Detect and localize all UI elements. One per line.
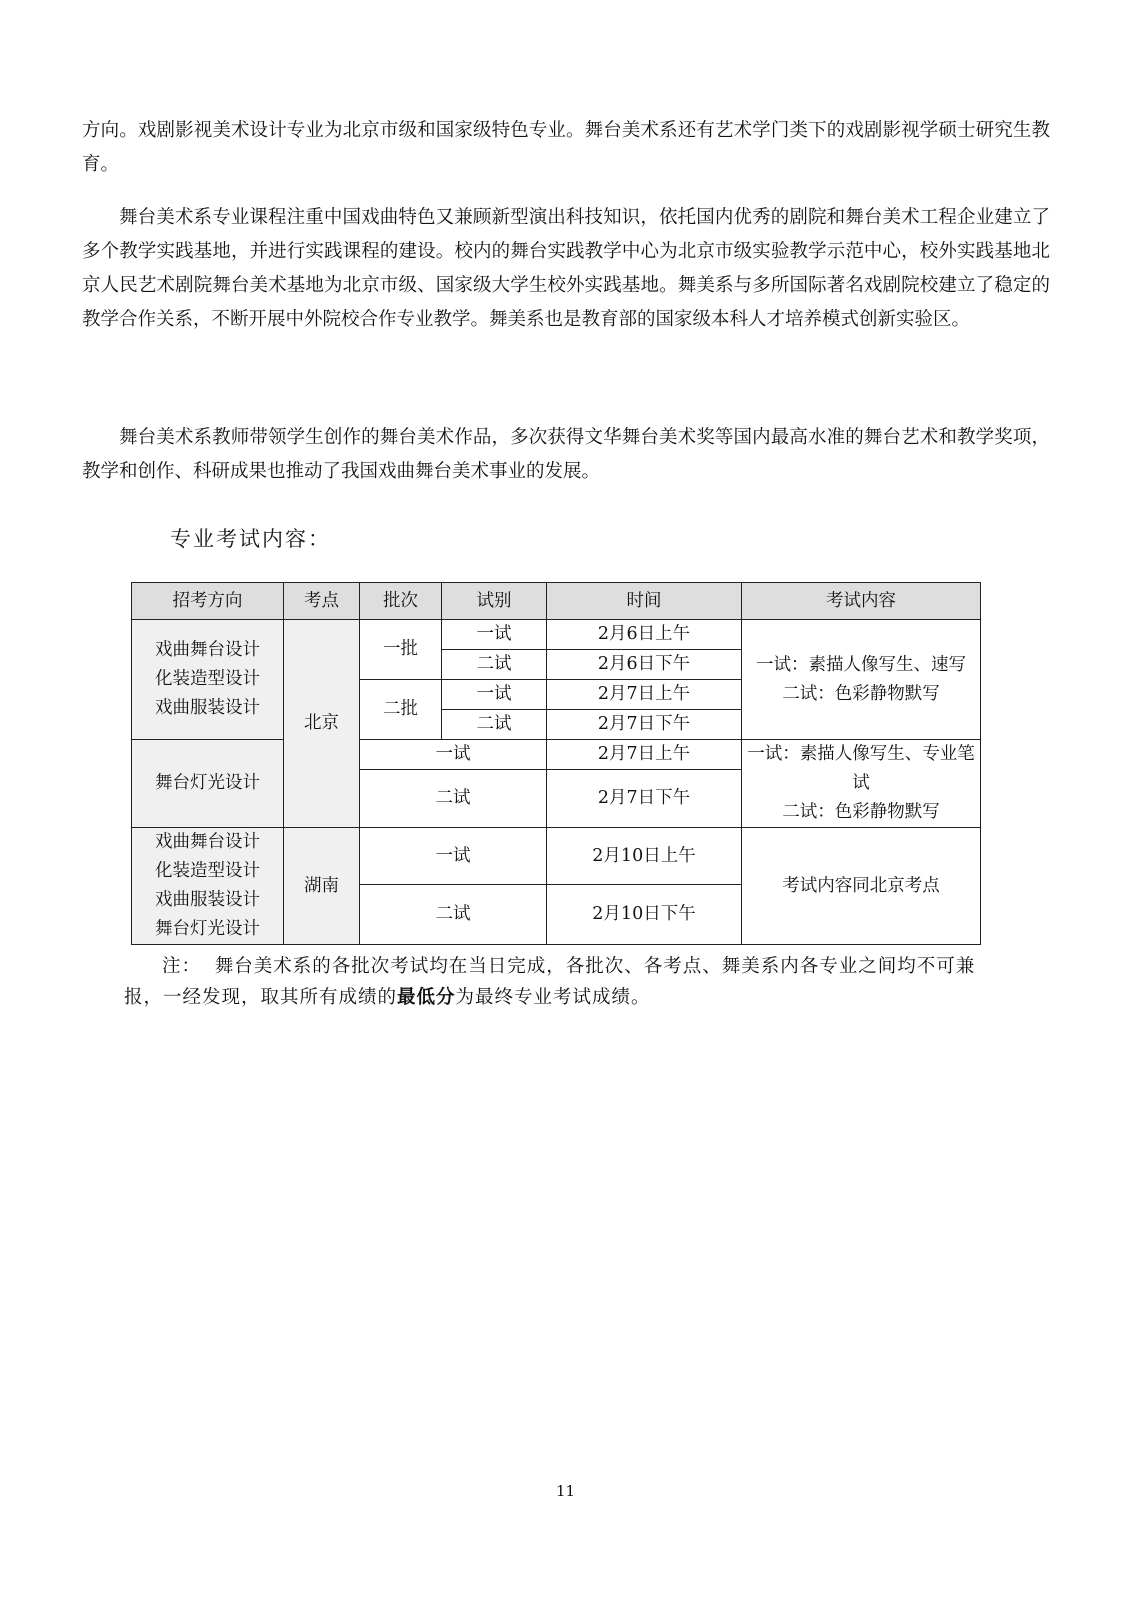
content-line: 一试：素描人像写生、专业笔试 [747, 744, 975, 793]
direction-item: 戏曲服装设计 [155, 698, 260, 718]
exam-cell: 二试 [442, 650, 547, 680]
time-cell: 2月7日上午 [547, 680, 742, 710]
exam-cell: 一试 [442, 620, 547, 650]
direction-item: 戏曲舞台设计 [155, 640, 260, 660]
direction-item: 化装造型设计 [155, 669, 260, 689]
table-row [132, 620, 981, 650]
paragraph-intro: 方向。戏剧影视美术设计专业为北京市级和国家级特色专业。舞台美术系还有艺术学门类下的戏剧影视学硕士研究生教育。 [82, 120, 1050, 175]
exam-cell: 二试 [442, 710, 547, 740]
header-location: 考点 [284, 583, 360, 620]
content-line: 二试：色彩静物默写 [782, 802, 940, 822]
exam-cell: 一试 [360, 828, 547, 885]
time-cell: 2月10日上午 [547, 828, 742, 885]
direction-item: 化装造型设计 [155, 861, 260, 881]
note-emphasis: 最低分 [397, 987, 456, 1008]
direction-cell [132, 828, 284, 945]
table-row [132, 740, 981, 770]
time-cell: 2月6日下午 [547, 650, 742, 680]
content-cell [742, 740, 981, 828]
note-text: 舞台美术系的各批次考试均在当日完成，各批次、各考点、舞美系内各专业之间均不可兼报，一经发现，取其所有成绩的 [124, 956, 976, 1008]
content-line: 二试：色彩静物默写 [782, 683, 940, 704]
direction-item: 戏曲服装设计 [155, 890, 260, 910]
content-line: 一试：素描人像写生、速写 [756, 654, 966, 675]
table-row [132, 828, 981, 885]
content-cell [742, 620, 981, 740]
location-cell: 北京 [284, 620, 360, 828]
exam-cell: 二试 [360, 885, 547, 945]
time-cell: 2月10日下午 [547, 885, 742, 945]
exam-cell: 二试 [360, 770, 547, 828]
header-time: 时间 [547, 583, 742, 620]
section-heading: 专业考试内容： [170, 527, 331, 551]
table-header-row [132, 583, 981, 620]
page-number: 11 [555, 1482, 576, 1500]
time-cell: 2月7日上午 [547, 740, 742, 770]
paragraph-awards: 舞台美术系教师带领学生创作的舞台美术作品，多次获得文华舞台美术奖等国内最高水准的舞台艺术和教学奖项，教学和创作、科研成果也推动了我国戏曲舞台美术事业的发展。 [82, 427, 1050, 482]
exam-note [124, 951, 1004, 1013]
direction-cell [132, 620, 284, 740]
header-batch: 批次 [360, 583, 442, 620]
direction-cell: 舞台灯光设计 [132, 740, 284, 828]
time-cell: 2月7日下午 [547, 710, 742, 740]
direction-item: 舞台灯光设计 [155, 919, 260, 939]
paragraph-practice: 舞台美术系专业课程注重中国戏曲特色又兼顾新型演出科技知识，依托国内优秀的剧院和舞台美术工程企业建立了多个教学实践基地，并进行实践课程的建设。校内的舞台实践教学中心为北京市级实验教学示范中心，校外实践基地北京人民艺术剧院舞台美术基地为北京市级、国家级大学生校外实践基地。舞美系与多所国际著名戏剧院校建立了稳定的教学合作关系，不断开展中外院校合作专业教学。舞美系也是教育部的国家级本科人才培养模式创新实验区。 [82, 207, 1050, 330]
header-direction: 招考方向 [132, 583, 284, 620]
time-cell: 2月7日下午 [547, 770, 742, 828]
header-exam: 试别 [442, 583, 547, 620]
location-cell: 湖南 [284, 828, 360, 945]
direction-item: 戏曲舞台设计 [155, 832, 260, 852]
batch-cell: 二批 [360, 680, 442, 740]
header-content: 考试内容 [742, 583, 981, 620]
content-cell: 考试内容同北京考点 [742, 828, 981, 945]
exam-cell: 一试 [360, 740, 547, 770]
batch-cell: 一批 [360, 620, 442, 680]
note-text-end: 为最终专业考试成绩。 [455, 987, 651, 1008]
time-cell: 2月6日上午 [547, 620, 742, 650]
exam-cell: 一试 [442, 680, 547, 710]
note-prefix: 注： [162, 956, 202, 977]
exam-schedule-table [131, 582, 981, 945]
